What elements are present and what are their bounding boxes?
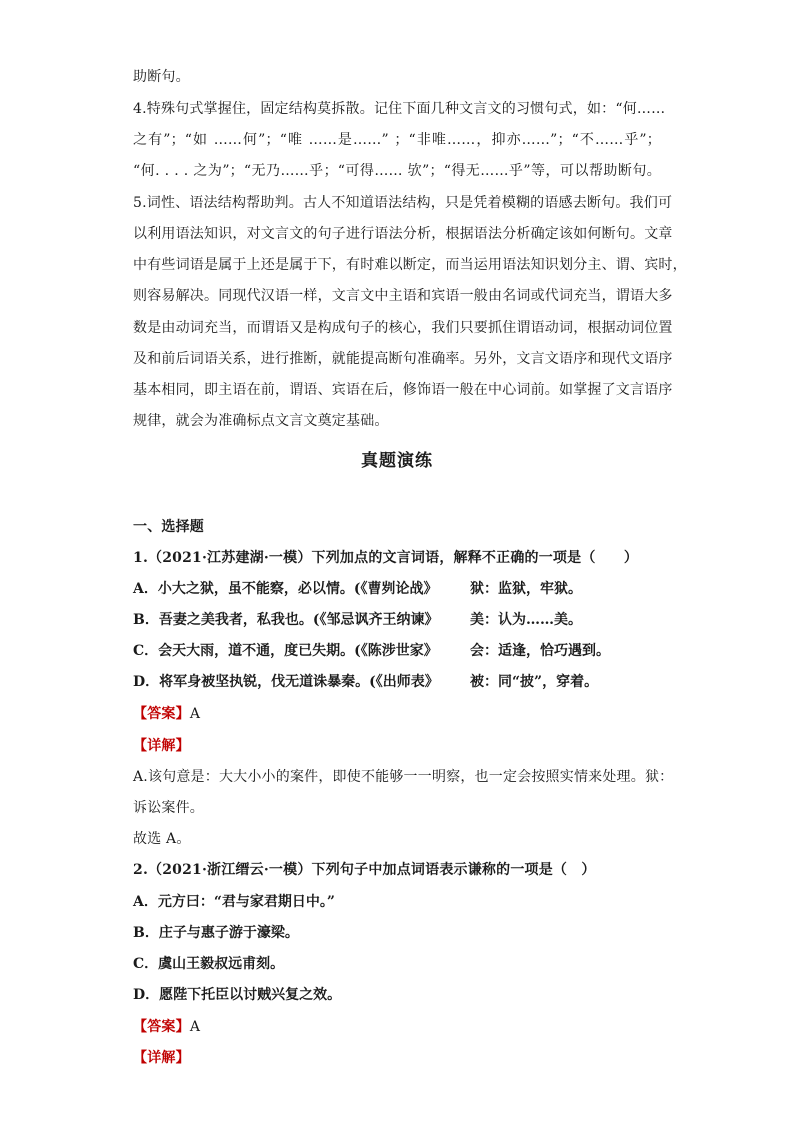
tip5-line-6: 及和前后词语关系，进行推断，就能提高断句准确率。另外，文言文语序和现代文语序: [133, 351, 673, 367]
tip5-line-2: 以利用语法知识，对文言文的句子进行语法分析，根据语法分析确定该如何断句。文章: [133, 226, 673, 242]
intro-line: 助断句。: [133, 69, 190, 85]
q1-option-a-gloss: 狱：监狱，牢狱。: [470, 581, 582, 597]
q1-option-b-gloss: 美：认为……美。: [470, 612, 582, 628]
q2-detail-heading: [133, 1047, 190, 1067]
q1-detail-line-1: A.该句意是：大大小小的案件，即使不能够一一明察，也一定会按照实情来处理。狱：: [133, 769, 674, 785]
answer-label: 【答案】: [133, 706, 190, 722]
tip5-line-8: 规律，就会为准确标点文言文奠定基础。: [133, 413, 389, 429]
tip4-line-1: 4.特殊句式掌握住，固定结构莫拆散。记住下面几种文言文的习惯句式，如：“何……: [133, 101, 666, 117]
tip5-line-7: 基本相同，即主语在前，谓语、宾语在后，修饰语一般在中心词前。如掌握了文言语序: [133, 382, 673, 398]
q1-option-d-gloss: 被：同“披”，穿着。: [470, 674, 599, 690]
tip4-line-3: “何. . . . 之为”；“无乃……乎；“可得…… 欤”；“得无……乎”等，可以帮助断句。: [133, 163, 661, 179]
q2-option-b: B．庄子与惠子游于濠梁。: [133, 925, 299, 941]
question-2-stem: 2.（2021·浙江缙云·一模）下列句子中加点词语表示谦称的一项是（ ）: [133, 862, 596, 878]
tip5-line-5: 数是由动词充当，而谓语又是构成句子的核心，我们只要抓住谓语动词，根据动词位置: [133, 320, 673, 336]
q2-answer: [133, 1016, 200, 1036]
detail-label: 【详解】: [133, 738, 190, 754]
part-heading: 一、选择题: [133, 519, 204, 535]
q1-detail-line-2: 诉讼案件。: [133, 800, 204, 816]
q1-detail-heading: [133, 735, 190, 755]
section-title: 真题演练: [361, 451, 433, 471]
answer-value: A: [189, 706, 201, 722]
tip4-line-2: 之有”；“如 ……何”；“唯 ……是……” ；“非唯……，抑亦……”；“不……乎”；: [133, 132, 661, 148]
q2-option-a: A．元方曰：“君与家君期日中。”: [133, 894, 335, 910]
q1-option-c: C．会天大雨，道不通，度已失期。(《陈涉世家》: [133, 643, 438, 659]
q1-option-d: D．将军身被坚执锐，伐无道诛暴秦。(《出师表》: [133, 674, 439, 690]
q2-option-c: C．虞山王毅叔远甫刻。: [133, 956, 285, 972]
answer-label: 【答案】: [133, 1019, 190, 1035]
tip5-line-3: 中有些词语是属于上还是属于下，有时难以断定，而当运用语法知识划分主、谓、宾时，: [133, 257, 687, 273]
q1-option-c-gloss: 会：适逢，恰巧遇到。: [470, 643, 610, 659]
tip5-line-1: 5.词性、语法结构帮助判。古人不知道语法结构，只是凭着模糊的语感去断句。我们可: [133, 195, 673, 211]
q1-option-a: A．小大之狱，虽不能察，必以情。(《曹刿论战》: [133, 581, 438, 597]
answer-value: A: [189, 1019, 201, 1035]
q1-conclusion: 故选 A。: [133, 831, 191, 847]
q2-option-d: D．愿陛下托臣以讨贼兴复之效。: [133, 987, 342, 1003]
q1-option-b: B．吾妻之美我者，私我也。(《邹忌讽齐王纳谏》: [133, 612, 439, 628]
question-1-stem: 1.（2021·江苏建湖·一模）下列加点的文言词语，解释不正确的一项是（ ）: [133, 550, 639, 566]
q1-answer: [133, 703, 200, 723]
detail-label: 【详解】: [133, 1050, 190, 1066]
tip5-line-4: 则容易解决。同现代汉语一样，文言文中主语和宾语一般由名词或代词充当，谓语大多: [133, 288, 673, 304]
